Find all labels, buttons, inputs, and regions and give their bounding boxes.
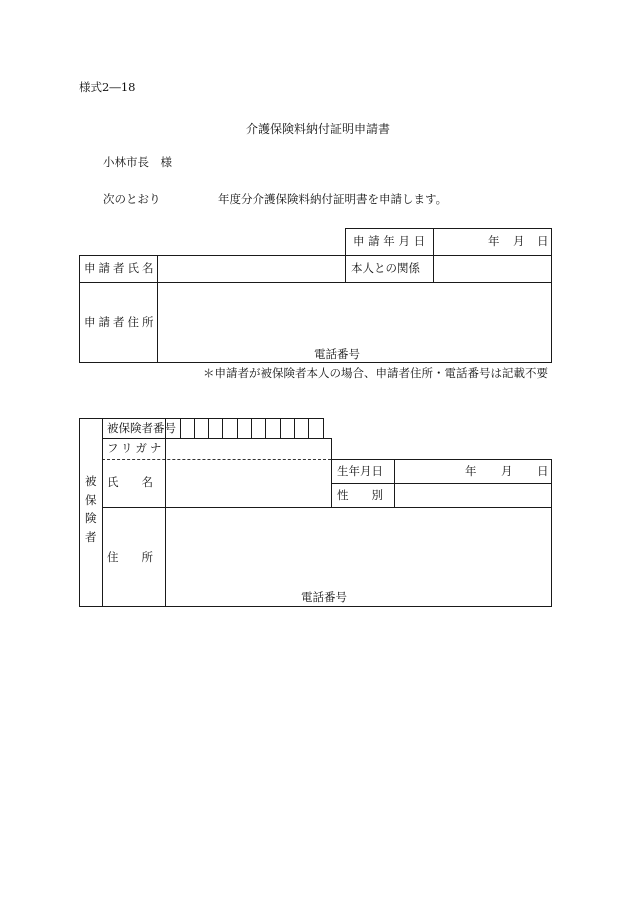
birthdate-label: 生年月日 xyxy=(337,464,383,478)
addressee: 小林市長 様 xyxy=(103,155,172,169)
relationship-input[interactable] xyxy=(434,256,551,282)
form-number: 様式2―18 xyxy=(79,80,136,94)
intro-suffix: 年度分介護保険料納付証明書を申請します。 xyxy=(218,192,448,206)
gender-input[interactable] xyxy=(395,484,551,507)
insured-name-input[interactable] xyxy=(166,460,331,507)
applicant-address-input[interactable] xyxy=(158,283,551,343)
insured-phone-label: 電話番号 xyxy=(301,590,347,604)
birthdate-day-label: 日 xyxy=(537,464,549,478)
insured-number-input[interactable] xyxy=(166,419,323,438)
birthdate-year-label: 年 xyxy=(465,464,477,478)
intro-prefix: 次のとおり xyxy=(103,192,161,206)
relationship-label: 本人との関係 xyxy=(351,261,420,275)
application-date-day-label: 日 xyxy=(537,234,549,248)
furigana-input[interactable] xyxy=(166,439,331,459)
applicant-name-input[interactable] xyxy=(158,256,345,282)
fiscal-year-input[interactable] xyxy=(164,189,216,211)
insured-address-input[interactable] xyxy=(166,508,551,586)
gender-label: 性 別 xyxy=(337,488,383,502)
insured-address-label: 住 所 xyxy=(107,550,153,564)
birthdate-month-label: 月 xyxy=(501,464,513,478)
form-title: 介護保険料納付証明申請書 xyxy=(246,122,391,136)
application-date-label: 申 請 年 月 日 xyxy=(353,234,426,248)
application-date-year-label: 年 xyxy=(488,234,500,248)
furigana-label: フリガナ xyxy=(107,441,165,455)
applicant-phone-label: 電話番号 xyxy=(314,347,360,361)
applicant-address-label: 申請者住所 xyxy=(84,315,157,329)
insured-number-label: 被保険者番号 xyxy=(107,421,176,435)
insured-name-label: 氏 名 xyxy=(107,475,153,489)
application-date-month-label: 月 xyxy=(513,234,525,248)
insured-section-label: 被 保 険 者 xyxy=(85,474,97,544)
applicant-note: ＊申請者が被保険者本人の場合、申請者住所・電話番号は記載不要 xyxy=(203,366,548,380)
applicant-name-label: 申請者氏名 xyxy=(84,261,157,275)
